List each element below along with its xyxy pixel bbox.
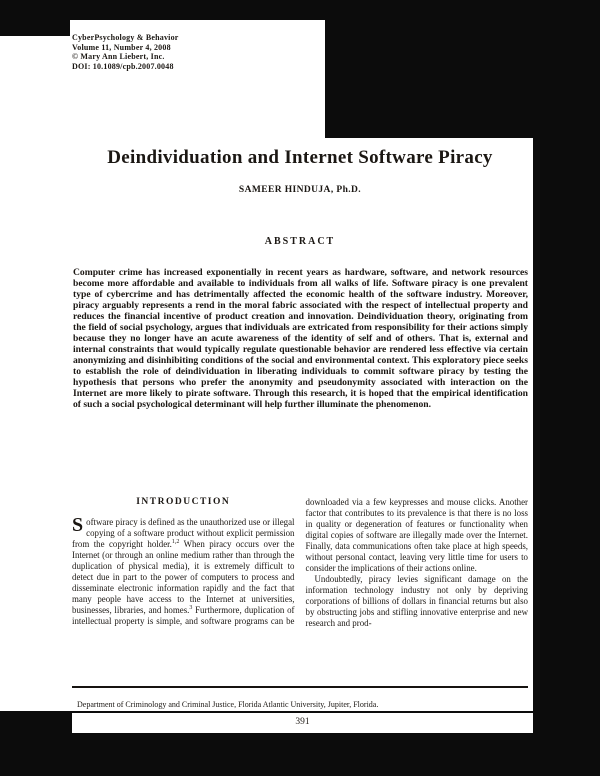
journal-name: CyberPsychology & Behavior	[72, 33, 179, 42]
paper-title: Deindividuation and Internet Software Piracy	[107, 146, 493, 168]
abstract-heading: ABSTRACT	[264, 236, 336, 247]
drop-cap: S	[72, 514, 84, 536]
journal-copyright-line: © Mary Ann Liebert, Inc.	[72, 52, 165, 61]
scan-border-right	[533, 0, 600, 776]
page-number: 391	[295, 717, 310, 727]
reference-superscript-2: 3	[189, 605, 193, 612]
introduction-paragraph-2: Undoubtedly, piracy levies significant damage on the information technology industry not only by depriving corporations of billions of dollars in financial returns but also by obstructing jobs and stifling innovative enterprise and new research and prod-	[305, 574, 528, 628]
author-byline: SAMEER HINDUJA, Ph.D.	[238, 185, 362, 195]
introduction-section	[72, 497, 528, 669]
footnote-text: Department of Criminology and Criminal Justice, Florida Atlantic University, Jupiter, Florida.	[77, 700, 379, 709]
intro-p1-text-c: Furthermore, duplication of intellectual property is simple, and software programs can be downloaded via a few keypresses and mouse clicks. Another factor that contributes to its prevalence is that there is no loss in quality or degeneration of features or functionality when digital copies of software are illegally made over the Internet. Finally, data communications often take place at high speeds, without personal contact, leaving very little time for users to consider the implications of their actions online.	[72, 497, 528, 626]
footnote-rule	[72, 686, 528, 688]
page-number-strip	[72, 713, 533, 733]
reference-superscript-1: 1,2	[171, 539, 180, 546]
scan-border-top-left	[0, 0, 70, 36]
abstract-text: Computer crime has increased exponentially in recent years as hardware, software, and network resources become more affordable and available to individuals from all walks of life. Software piracy is one prevalent type of cybercrime and has detrimentally affected the economic health of the software industry. Moreover, piracy arguably represents a rend in the moral fabric associated with the respect of intellectual property and reduces the financial incentive of product creation and innovation. Deindividuation theory, originating from the field of social psychology, argues that individuals are extricated from responsibility for their actions simply because they no longer have an acute awareness of the identity of self and of others. That is, external and internal constraints that would typically regulate questionable behavior are rendered less effective via certain anonymizing and disinhibiting conditions of the social and environmental context. This exploratory piece seeks to establish the role of deindividuation in liberating individuals to commit software piracy by testing the hypothesis that persons who prefer the anonymity and pseudonymity associated with interaction on the Internet are more likely to pirate software. Through this research, it is hoped that the empirical identification of such a social psychological determinant will help further illuminate the phenomenon.	[73, 266, 528, 410]
journal-header-block	[72, 33, 179, 71]
scan-border-bottom	[0, 711, 600, 776]
introduction-heading: INTRODUCTION	[136, 497, 231, 507]
intro-p1-text-a: oftware piracy is defined as the unauthorized use or illegal copying of a software product without explicit permission from the copyright holder.	[72, 517, 295, 549]
journal-doi-line: DOI: 10.1089/cpb.2007.0048	[72, 61, 174, 71]
intro-p1-text-b: When piracy occurs over the Internet (or through an online medium rather than through the duplication of physical media), it is extremely difficult to detect due in part to the power of computers to process and disseminate electronic information rapidly and the fact that many people have access to the Internet at universities, businesses, libraries, and homes.	[72, 539, 295, 615]
journal-volume-line: Volume 11, Number 4, 2008	[72, 42, 171, 52]
